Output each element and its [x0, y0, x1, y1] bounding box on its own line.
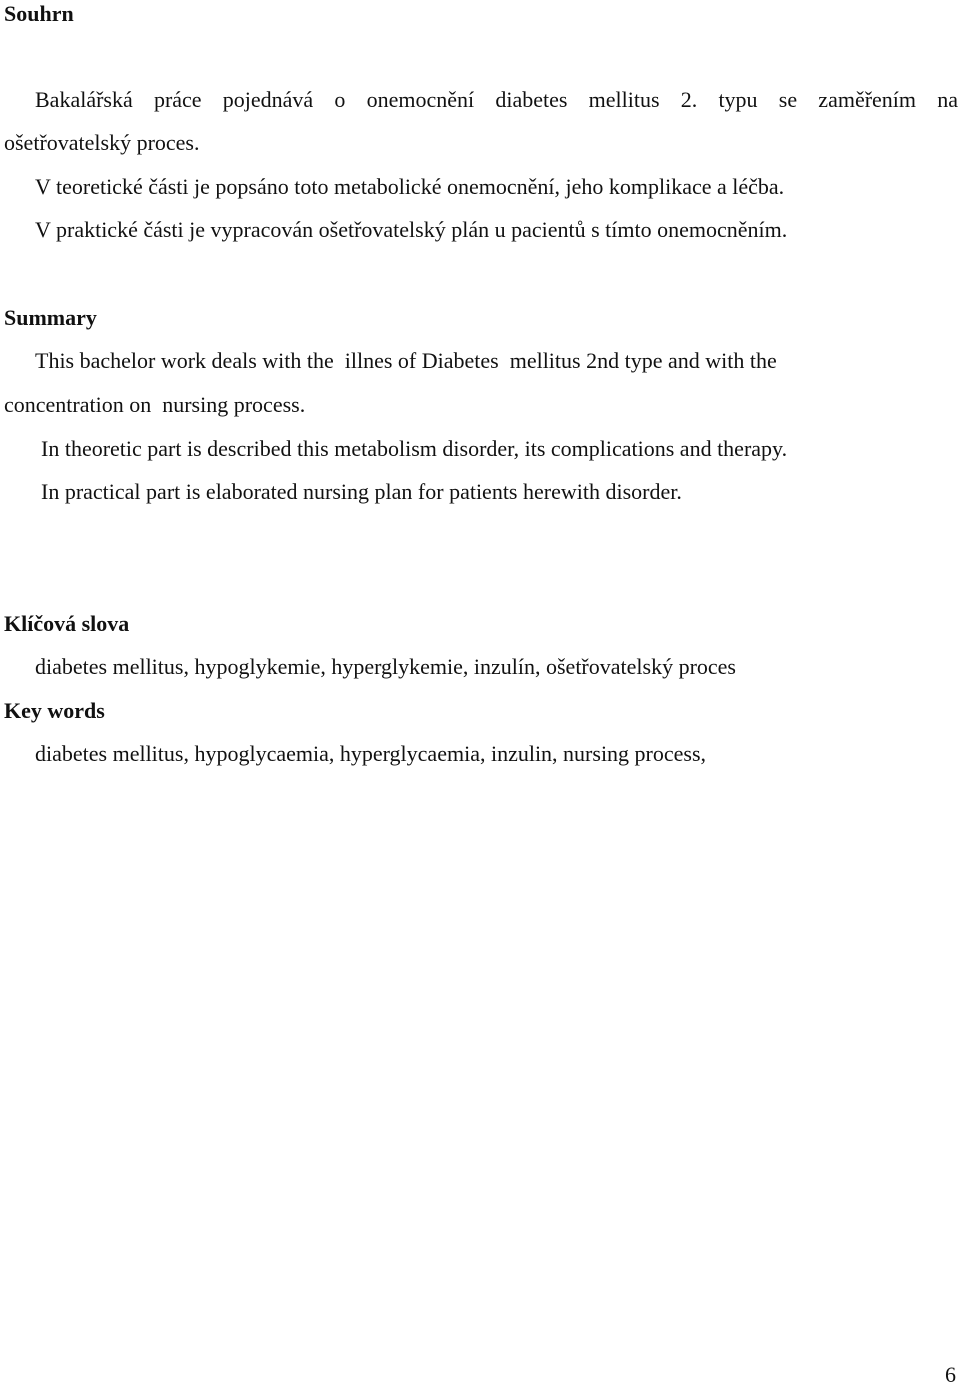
summary-line-3: In theoretic part is described this metabolism disorder, its complications and therapy.: [41, 436, 788, 461]
souhrn-heading: Souhrn: [4, 1, 74, 26]
souhrn-line-4: V praktické části je vypracován ošetřovatelský plán u pacientů s tímto onemocněním.: [35, 217, 788, 242]
keywords-en-heading: Key words: [4, 698, 105, 723]
summary-line-2: concentration on nursing process.: [4, 392, 306, 417]
summary-line-1: This bachelor work deals with the illnes of Diabetes mellitus 2nd type and with the: [35, 348, 777, 373]
souhrn-line-3: V teoretické části je popsáno toto metabolické onemocnění, jeho komplikace a léčba.: [35, 174, 785, 199]
summary-line-4: In practical part is elaborated nursing plan for patients herewith disorder.: [41, 479, 682, 504]
keywords-en-text: diabetes mellitus, hypoglycaemia, hyperglycaemia, inzulin, nursing process,: [35, 741, 707, 766]
keywords-cz-heading: Klíčová slova: [4, 611, 130, 636]
summary-heading: Summary: [4, 305, 97, 330]
page-number: 6: [945, 1362, 956, 1387]
souhrn-line-1: Bakalářská práce pojednává o onemocnění diabetes mellitus 2. typu se zaměřením na: [35, 87, 958, 112]
souhrn-line-2: ošetřovatelský proces.: [4, 130, 200, 155]
keywords-cz-text: diabetes mellitus, hypoglykemie, hyperglykemie, inzulín, ošetřovatelský proces: [35, 654, 736, 679]
